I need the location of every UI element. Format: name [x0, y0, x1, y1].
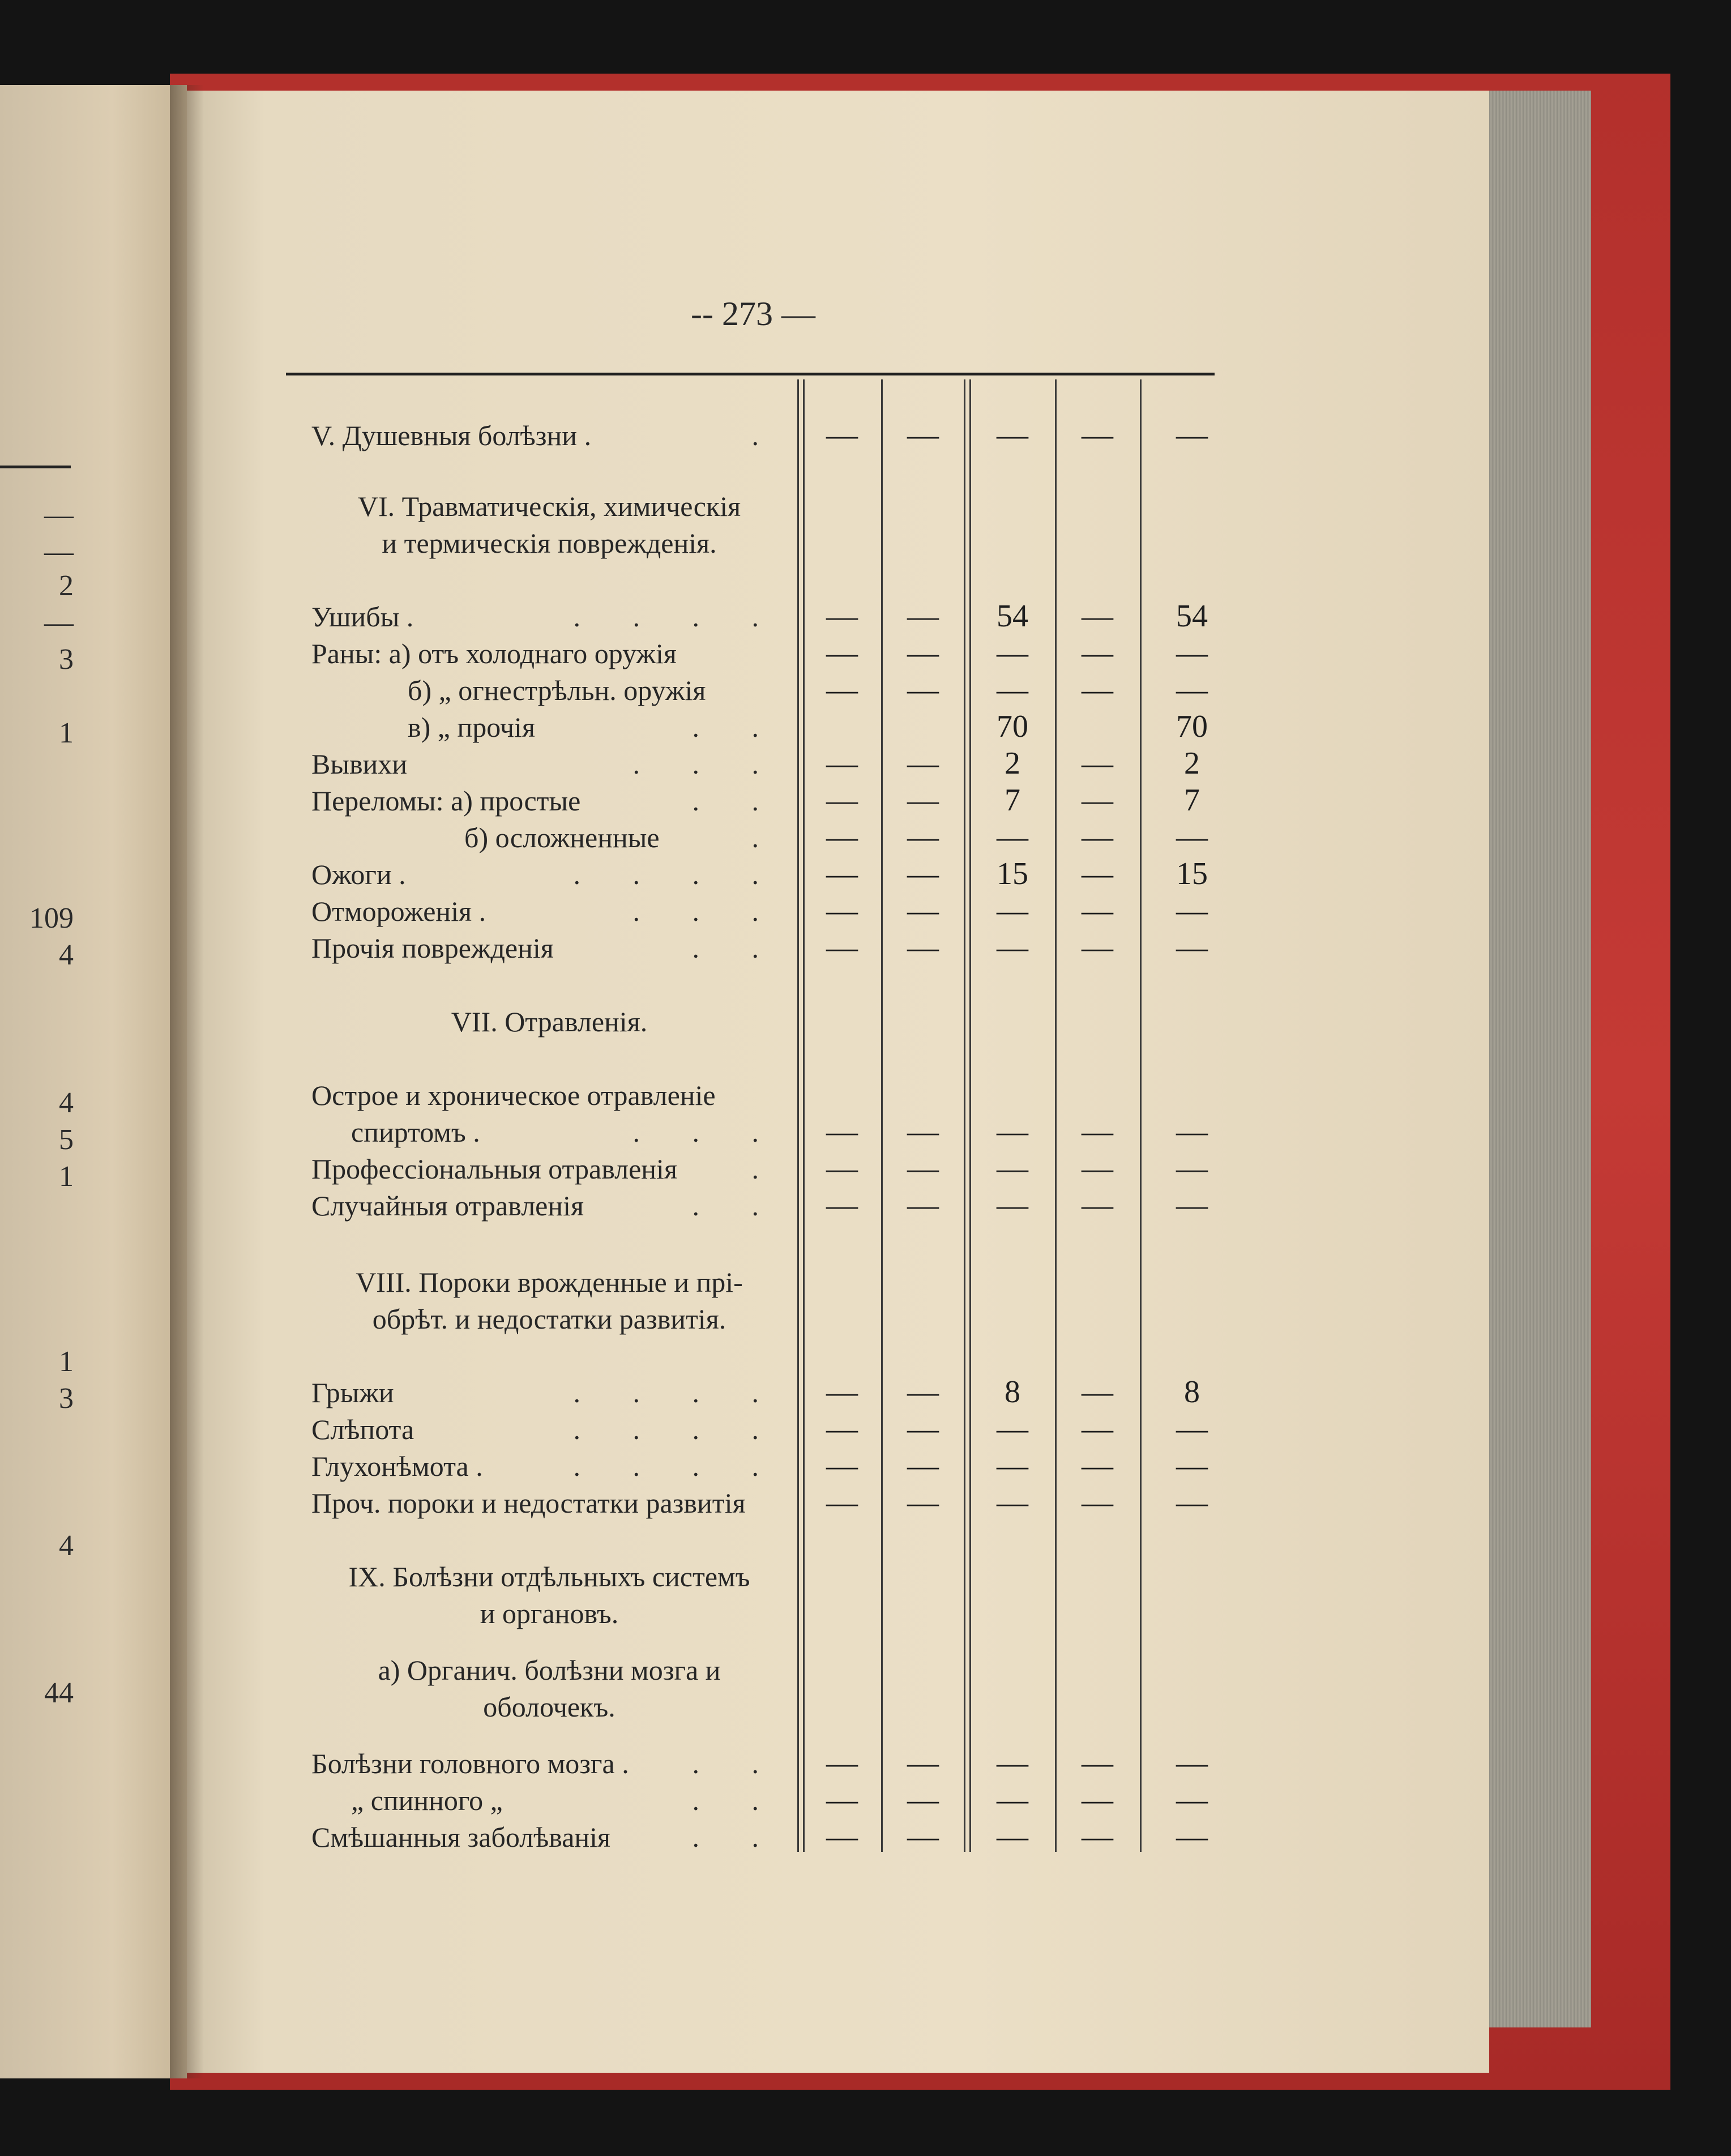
- dot-leader: . . . .: [573, 601, 781, 633]
- row-label: и органовъ.: [480, 1598, 619, 1629]
- value-cell: —: [907, 1485, 939, 1520]
- row-label: „ спинного „: [351, 1784, 503, 1816]
- row-label: Болѣзни головного мозга .: [311, 1748, 629, 1779]
- value-cell: —: [826, 599, 858, 634]
- value-cell: 7: [1184, 783, 1200, 818]
- table-row: [0, 784, 1246, 824]
- section-heading: [0, 1266, 1246, 1305]
- value-cell: —: [997, 1745, 1028, 1781]
- value-cell: —: [1176, 893, 1208, 928]
- row-label: Слѣпота: [311, 1414, 414, 1445]
- table-row: [0, 1413, 1246, 1453]
- table-row: [0, 1784, 1246, 1824]
- value-cell: —: [997, 1819, 1028, 1854]
- section-heading: [0, 1690, 1246, 1730]
- value-cell: —: [997, 635, 1028, 671]
- dot-leader: . . . .: [573, 1414, 781, 1445]
- section-heading: [0, 1005, 1246, 1045]
- left-page-number: 5: [59, 1124, 74, 1156]
- row-label: V. Душевныя болѣзни .: [311, 420, 592, 451]
- dot-leader: . .: [692, 1190, 781, 1222]
- value-cell: —: [1176, 672, 1208, 707]
- value-cell: —: [826, 635, 858, 671]
- value-cell: —: [826, 1782, 858, 1817]
- table-row: [0, 1376, 1246, 1416]
- row-label: Проч. пороки и недостатки развитія: [311, 1487, 746, 1519]
- left-page-number: 44: [44, 1677, 74, 1709]
- value-cell: —: [826, 893, 858, 928]
- value-cell: —: [1082, 1151, 1113, 1186]
- left-page-number: 1: [59, 1160, 74, 1193]
- value-cell: —: [1082, 746, 1113, 781]
- dot-leader: . .: [692, 1784, 781, 1816]
- value-cell: —: [1176, 930, 1208, 965]
- row-label: в) „ прочія: [408, 711, 535, 743]
- value-cell: —: [826, 1374, 858, 1410]
- value-cell: —: [826, 1819, 858, 1854]
- dot-leader: .: [751, 420, 781, 451]
- left-page-rule: [0, 466, 71, 468]
- value-cell: —: [1176, 635, 1208, 671]
- value-cell: 8: [1005, 1374, 1020, 1410]
- value-cell: —: [826, 1151, 858, 1186]
- value-cell: —: [907, 856, 939, 891]
- value-cell: 2: [1005, 746, 1020, 781]
- value-cell: —: [907, 1114, 939, 1149]
- value-cell: —: [907, 672, 939, 707]
- left-page-number: 4: [59, 1087, 74, 1119]
- table-top-rule: [286, 373, 1215, 375]
- table-row: [0, 1821, 1246, 1860]
- value-cell: 70: [1176, 709, 1208, 744]
- value-cell: —: [997, 819, 1028, 855]
- dot-leader: .: [751, 1153, 781, 1185]
- row-label: оболочекъ.: [483, 1691, 616, 1723]
- table-row: [0, 419, 1246, 459]
- value-cell: —: [826, 417, 858, 452]
- value-cell: —: [997, 1485, 1028, 1520]
- value-cell: —: [1176, 1448, 1208, 1483]
- row-label: VII. Отравленія.: [451, 1006, 648, 1038]
- left-page-number: —: [44, 499, 74, 531]
- row-label: а) Органич. болѣзни мозга и: [378, 1654, 721, 1686]
- table-row: [0, 858, 1246, 898]
- value-cell: —: [1176, 1485, 1208, 1520]
- section-heading: [0, 1597, 1246, 1637]
- value-cell: —: [1082, 893, 1113, 928]
- value-cell: —: [1176, 1411, 1208, 1446]
- value-cell: —: [826, 783, 858, 818]
- value-cell: —: [1176, 819, 1208, 855]
- value-cell: —: [907, 819, 939, 855]
- section-heading: [0, 1560, 1246, 1600]
- value-cell: —: [997, 417, 1028, 452]
- value-cell: —: [826, 930, 858, 965]
- value-cell: —: [1082, 1448, 1113, 1483]
- section-heading: [0, 490, 1246, 530]
- value-cell: —: [1082, 819, 1113, 855]
- value-cell: —: [1082, 1188, 1113, 1223]
- value-cell: 7: [1005, 783, 1020, 818]
- dot-leader: . .: [692, 1821, 781, 1853]
- value-cell: —: [826, 819, 858, 855]
- table-row: [0, 932, 1246, 971]
- row-label: Отмороженія .: [311, 895, 486, 927]
- value-cell: —: [1082, 672, 1113, 707]
- value-cell: —: [1082, 930, 1113, 965]
- value-cell: —: [1082, 635, 1113, 671]
- value-cell: —: [907, 599, 939, 634]
- left-page-number: 3: [59, 1382, 74, 1415]
- value-cell: —: [1176, 1782, 1208, 1817]
- row-label: Смѣшанныя заболѣванія: [311, 1821, 611, 1853]
- row-label: Острое и хроническое отравленіе: [311, 1079, 716, 1111]
- value-cell: —: [907, 1448, 939, 1483]
- value-cell: —: [997, 672, 1028, 707]
- row-label: Ушибы .: [311, 601, 414, 633]
- value-cell: 2: [1184, 746, 1200, 781]
- table-row: [0, 821, 1246, 861]
- value-cell: —: [907, 1782, 939, 1817]
- row-label: Ожоги .: [311, 859, 406, 890]
- value-cell: —: [907, 783, 939, 818]
- value-cell: —: [826, 1485, 858, 1520]
- section-heading: [0, 1303, 1246, 1342]
- dot-leader: . .: [692, 711, 781, 743]
- table-row: [0, 1152, 1246, 1192]
- value-cell: —: [1082, 1374, 1113, 1410]
- value-cell: —: [1176, 1151, 1208, 1186]
- value-cell: 15: [997, 856, 1028, 891]
- value-cell: —: [1176, 1114, 1208, 1149]
- value-cell: —: [907, 746, 939, 781]
- dot-leader: . . .: [632, 748, 781, 780]
- left-page-number: 1: [59, 717, 74, 749]
- row-label: Раны: а) отъ холоднаго оружія: [311, 638, 677, 669]
- value-cell: —: [1082, 1485, 1113, 1520]
- dot-leader: . . . .: [573, 859, 781, 890]
- value-cell: —: [1082, 417, 1113, 452]
- row-label: Переломы: а) простые: [311, 785, 581, 817]
- value-cell: —: [907, 930, 939, 965]
- value-cell: —: [826, 856, 858, 891]
- value-cell: —: [997, 1411, 1028, 1446]
- dot-leader: . .: [692, 785, 781, 817]
- value-cell: —: [1082, 1819, 1113, 1854]
- value-cell: —: [826, 746, 858, 781]
- value-cell: —: [907, 1374, 939, 1410]
- page-edges: [1472, 91, 1591, 2027]
- value-cell: —: [907, 1745, 939, 1781]
- dot-leader: . . .: [632, 895, 781, 927]
- section-heading: [0, 1654, 1246, 1693]
- table-row: [0, 748, 1246, 787]
- value-cell: —: [907, 1188, 939, 1223]
- table-row: [0, 600, 1246, 640]
- value-cell: —: [1082, 1411, 1113, 1446]
- dot-leader: . .: [692, 1748, 781, 1779]
- value-cell: —: [1082, 1782, 1113, 1817]
- table-row: [0, 711, 1246, 750]
- value-cell: 15: [1176, 856, 1208, 891]
- value-cell: —: [1176, 417, 1208, 452]
- row-label: Прочія поврежденія: [311, 932, 554, 964]
- value-cell: —: [826, 1114, 858, 1149]
- left-page-number: 109: [29, 902, 74, 934]
- table-row: [0, 1189, 1246, 1229]
- dot-leader: . . .: [632, 1116, 781, 1148]
- value-cell: —: [1176, 1819, 1208, 1854]
- value-cell: —: [826, 1448, 858, 1483]
- row-label: б) „ огнестрѣльн. оружія: [408, 674, 706, 706]
- row-label: IX. Болѣзни отдѣльныхъ системъ: [348, 1561, 750, 1593]
- value-cell: —: [907, 417, 939, 452]
- left-page-number: —: [44, 536, 74, 568]
- section-heading: [0, 527, 1246, 566]
- table-row: [0, 1116, 1246, 1155]
- value-cell: —: [1176, 1188, 1208, 1223]
- value-cell: —: [907, 893, 939, 928]
- dot-leader: . . . .: [573, 1377, 781, 1408]
- value-cell: —: [997, 1782, 1028, 1817]
- value-cell: —: [826, 1188, 858, 1223]
- row-label: Случайныя отравленія: [311, 1190, 584, 1222]
- value-cell: 8: [1184, 1374, 1200, 1410]
- table-row: [0, 1487, 1246, 1526]
- row-label: VI. Травматическія, химическія: [357, 490, 741, 522]
- left-page-number: 1: [59, 1346, 74, 1378]
- page-number: -- 273 —: [691, 295, 815, 332]
- value-cell: —: [997, 1151, 1028, 1186]
- row-label: и термическія поврежденія.: [382, 527, 717, 559]
- row-label: Глухонѣмота .: [311, 1450, 483, 1482]
- row-label: Профессіональныя отравленія: [311, 1153, 677, 1185]
- value-cell: —: [907, 1411, 939, 1446]
- table-row: [0, 1450, 1246, 1489]
- table-row: [0, 1079, 1246, 1118]
- dot-leader: . . . .: [573, 1450, 781, 1482]
- value-cell: —: [997, 893, 1028, 928]
- dot-leader: .: [751, 822, 781, 853]
- row-label: Грыжи: [311, 1377, 394, 1408]
- value-cell: —: [1082, 599, 1113, 634]
- value-cell: —: [997, 1114, 1028, 1149]
- value-cell: —: [826, 672, 858, 707]
- left-page-number: 2: [59, 570, 74, 602]
- row-label: б) осложненные: [464, 822, 660, 853]
- value-cell: —: [826, 1411, 858, 1446]
- value-cell: —: [826, 1745, 858, 1781]
- value-cell: 54: [997, 599, 1028, 634]
- table-row: [0, 1747, 1246, 1787]
- value-cell: —: [1176, 1745, 1208, 1781]
- value-cell: 54: [1176, 599, 1208, 634]
- value-cell: 70: [997, 709, 1028, 744]
- value-cell: —: [997, 930, 1028, 965]
- row-label: обрѣт. и недостатки развитія.: [372, 1303, 726, 1335]
- left-page-number: —: [44, 607, 74, 639]
- value-cell: —: [1082, 783, 1113, 818]
- left-page-number: 4: [59, 1530, 74, 1562]
- row-label: VIII. Пороки врожденные и прі-: [356, 1266, 743, 1298]
- value-cell: —: [907, 1819, 939, 1854]
- value-cell: —: [997, 1188, 1028, 1223]
- dot-leader: . .: [692, 932, 781, 964]
- value-cell: —: [907, 635, 939, 671]
- row-label: спиртомъ .: [351, 1116, 480, 1148]
- value-cell: —: [1082, 856, 1113, 891]
- value-cell: —: [1082, 1745, 1113, 1781]
- value-cell: —: [907, 1151, 939, 1186]
- left-page-number: 4: [59, 939, 74, 971]
- table-row: [0, 637, 1246, 677]
- row-label: Вывихи: [311, 748, 408, 780]
- table-row: [0, 674, 1246, 714]
- value-cell: —: [997, 1448, 1028, 1483]
- left-page-number: 3: [59, 643, 74, 676]
- value-cell: —: [1082, 1114, 1113, 1149]
- table-row: [0, 895, 1246, 934]
